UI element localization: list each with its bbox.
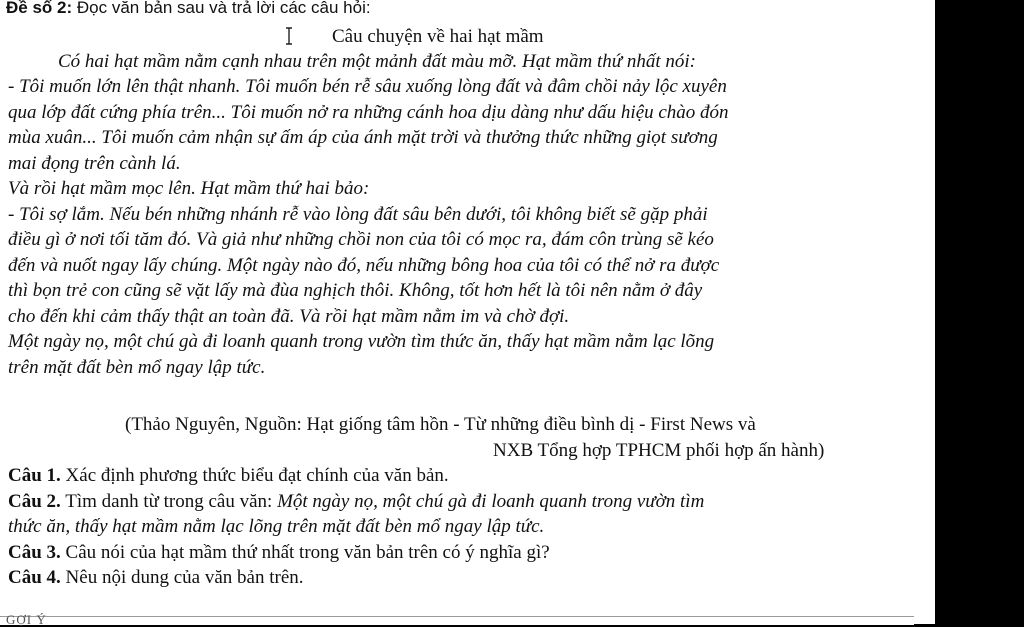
question-label: Câu 4.: [8, 567, 61, 588]
cut-off-heading: GỢI Ý: [6, 612, 47, 627]
story-line: mùa xuân... Tôi muốn cảm nhận sự ấm áp của ánh mặt trời và thưởng thức những giọt sương: [8, 127, 718, 148]
story-line: Có hai hạt mầm nằm cạnh nhau trên một mảnh đất màu mỡ. Hạt mầm thứ nhất nói:: [58, 51, 696, 72]
story-line: cho đến khi cảm thấy thật an toàn đã. Và rồi hạt mầm nằm im và chờ đợi.: [8, 306, 570, 327]
text-cursor-icon: [283, 26, 295, 46]
question-label: Câu 2.: [8, 491, 61, 512]
exam-instruction: Đọc văn bản sau và trả lời các câu hỏi:: [76, 0, 371, 17]
question-quote-continued: thức ăn, thấy hạt mầm nằm lạc lõng trên mặt đất bèn mổ ngay lập tức.: [8, 516, 545, 537]
question-text: Câu nói của hạt mầm thứ nhất trong văn bản trên có ý nghĩa gì?: [65, 542, 550, 563]
story-line: mai đọng trên cành lá.: [8, 153, 181, 174]
question-label: Câu 3.: [8, 542, 61, 563]
question-text: Nêu nội dung của văn bản trên.: [65, 567, 304, 588]
question-1: [8, 463, 449, 488]
story-title: Câu chuyện về hai hạt mầm: [332, 26, 544, 47]
story-line: trên mặt đất bèn mổ ngay lập tức.: [8, 357, 266, 378]
story-line: điều gì ở nơi tối tăm đó. Và giả như những chồi non của tôi có mọc ra, đám côn trùng sẽ kéo: [8, 229, 714, 250]
story-line: - Tôi sợ lắm. Nếu bén những nhánh rễ vào lòng đất sâu bên dưới, tôi không biết sẽ gặp phải: [8, 204, 708, 225]
question-4: [8, 565, 304, 590]
story-line: Và rồi hạt mầm mọc lên. Hạt mầm thứ hai bảo:: [8, 178, 370, 199]
question-label: Câu 1.: [8, 465, 61, 486]
story-line: qua lớp đất cứng phía trên... Tôi muốn nở ra những cánh hoa dịu dàng như dấu hiệu chào đón: [8, 102, 729, 123]
question-3: [8, 540, 550, 565]
story-line: - Tôi muốn lớn lên thật nhanh. Tôi muốn bén rễ sâu xuống lòng đất và đâm chồi nảy lộc xuyên: [8, 76, 727, 97]
story-line: thì bọn trẻ con cũng sẽ vặt lấy mà đùa nghịch thôi. Không, tốt hơn hết là tôi nên nằm ở đây: [8, 280, 703, 301]
question-text: Xác định phương thức biểu đạt chính của văn bản.: [65, 465, 449, 486]
source-citation: NXB Tổng hợp TPHCM phối hợp ấn hành): [493, 440, 825, 461]
page-margin-band: [914, 0, 935, 624]
story-line: đến và nuốt ngay lấy chúng. Một ngày nào đó, nếu những bông hoa của tôi có thể nở ra được: [8, 255, 720, 276]
exam-header: [6, 0, 371, 20]
source-citation: (Thảo Nguyên, Nguồn: Hạt giống tâm hồn - Từ những điều bình dị - First News và: [125, 414, 756, 435]
story-line: Một ngày nọ, một chú gà đi loanh quanh trong vườn tìm thức ăn, thấy hạt mầm nằm lạc lõng: [8, 331, 715, 352]
exam-label: Đề số 2:: [6, 0, 73, 17]
question-text: Tìm danh từ trong câu văn:: [65, 491, 273, 512]
question-2: [8, 489, 704, 514]
question-quote: Một ngày nọ, một chú gà đi loanh quanh trong vườn tìm: [277, 491, 705, 512]
